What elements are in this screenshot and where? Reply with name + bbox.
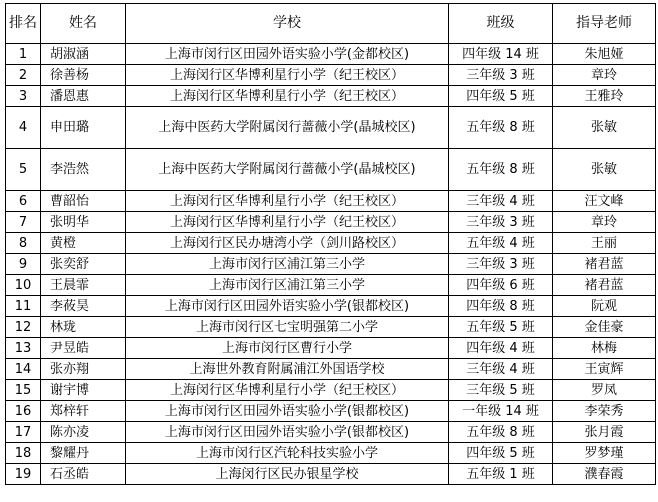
- cell-name: 徐善杨: [41, 65, 126, 86]
- cell-name: 李浩然: [41, 149, 126, 191]
- cell-teacher: 罗凤: [553, 380, 656, 401]
- cell-teacher: 章玲: [553, 212, 656, 233]
- cell-rank: 17: [6, 422, 41, 443]
- table-row: [6, 191, 656, 212]
- cell-school: 上海中医药大学附属闵行蔷薇小学(晶城校区): [126, 149, 449, 191]
- cell-school: 上海市闵行区田园外语实验小学(银都校区): [126, 296, 449, 317]
- cell-teacher: 张敏: [553, 149, 656, 191]
- cell-grade: 三年级 4 班: [449, 191, 553, 212]
- cell-rank: 12: [6, 317, 41, 338]
- cell-grade: 三年级 3 班: [449, 65, 553, 86]
- table-row: [6, 86, 656, 107]
- cell-grade: 四年级 5 班: [449, 86, 553, 107]
- cell-school: 上海市闵行区浦江第三小学: [126, 254, 449, 275]
- cell-name: 王晨霏: [41, 275, 126, 296]
- table-row: [6, 233, 656, 254]
- cell-grade: 四年级 8 班: [449, 296, 553, 317]
- header-name: 姓名: [41, 4, 126, 44]
- header-rank: 排名: [6, 4, 41, 44]
- cell-rank: 5: [6, 149, 41, 191]
- table-row: [6, 254, 656, 275]
- cell-school: 上海闵行区民办塘湾小学（剑川路校区）: [126, 233, 449, 254]
- cell-school: 上海市闵行区七宝明强第二小学: [126, 317, 449, 338]
- cell-school: 上海闵行区华博利星行小学（纪王校区）: [126, 86, 449, 107]
- cell-teacher: 王丽: [553, 233, 656, 254]
- cell-name: 曹韶怡: [41, 191, 126, 212]
- header-teacher: 指导老师: [553, 4, 656, 44]
- cell-rank: 16: [6, 401, 41, 422]
- cell-name: 申田璐: [41, 107, 126, 149]
- cell-school: 上海市闵行区田园外语实验小学(银都校区): [126, 422, 449, 443]
- cell-school: 上海市闵行区汽轮科技实验小学: [126, 443, 449, 464]
- table-row: [6, 275, 656, 296]
- table-row: [6, 317, 656, 338]
- cell-teacher: 李荣秀: [553, 401, 656, 422]
- table-body: [6, 44, 656, 485]
- cell-name: 黎耀丹: [41, 443, 126, 464]
- cell-grade: 五年级 4 班: [449, 233, 553, 254]
- cell-teacher: 林梅: [553, 338, 656, 359]
- cell-rank: 3: [6, 86, 41, 107]
- cell-teacher: 章玲: [553, 65, 656, 86]
- ranking-table: [5, 3, 656, 485]
- cell-name: 陈亦凌: [41, 422, 126, 443]
- cell-name: 李莜昊: [41, 296, 126, 317]
- cell-grade: 五年级 8 班: [449, 422, 553, 443]
- cell-rank: 13: [6, 338, 41, 359]
- cell-name: 郑梓轩: [41, 401, 126, 422]
- table-row: [6, 338, 656, 359]
- table-row: [6, 443, 656, 464]
- header-school: 学校: [126, 4, 449, 44]
- cell-rank: 10: [6, 275, 41, 296]
- table-row: [6, 212, 656, 233]
- cell-rank: 18: [6, 443, 41, 464]
- table-row: [6, 401, 656, 422]
- table-row: [6, 149, 656, 191]
- table-row: [6, 65, 656, 86]
- cell-grade: 五年级 8 班: [449, 107, 553, 149]
- table-row: [6, 422, 656, 443]
- cell-name: 谢宇博: [41, 380, 126, 401]
- cell-rank: 2: [6, 65, 41, 86]
- cell-school: 上海闵行区民办银星学校: [126, 464, 449, 485]
- cell-rank: 9: [6, 254, 41, 275]
- cell-school: 上海闵行区华博利星行小学（纪王校区）: [126, 380, 449, 401]
- cell-grade: 四年级 4 班: [449, 338, 553, 359]
- cell-name: 张奕舒: [41, 254, 126, 275]
- cell-name: 张亦翔: [41, 359, 126, 380]
- cell-school: 上海市闵行区田园外语实验小学(金都校区): [126, 44, 449, 65]
- table-row: [6, 380, 656, 401]
- cell-school: 上海市闵行区曹行小学: [126, 338, 449, 359]
- cell-rank: 7: [6, 212, 41, 233]
- table-row: [6, 464, 656, 485]
- cell-teacher: 朱旭娅: [553, 44, 656, 65]
- cell-grade: 四年级 6 班: [449, 275, 553, 296]
- cell-school: 上海闵行区华博利星行小学（纪王校区）: [126, 212, 449, 233]
- cell-name: 尹昱皓: [41, 338, 126, 359]
- cell-grade: 三年级 5 班: [449, 380, 553, 401]
- table-row: [6, 44, 656, 65]
- header-grade: 班级: [449, 4, 553, 44]
- cell-school: 上海世外教育附属浦江外国语学校: [126, 359, 449, 380]
- cell-name: 张明华: [41, 212, 126, 233]
- cell-school: 上海市闵行区浦江第三小学: [126, 275, 449, 296]
- cell-grade: 四年级 5 班: [449, 443, 553, 464]
- cell-teacher: 张敏: [553, 107, 656, 149]
- cell-rank: 19: [6, 464, 41, 485]
- cell-rank: 4: [6, 107, 41, 149]
- cell-rank: 1: [6, 44, 41, 65]
- cell-rank: 11: [6, 296, 41, 317]
- cell-teacher: 王雅玲: [553, 86, 656, 107]
- cell-teacher: 罗梦瑾: [553, 443, 656, 464]
- cell-teacher: 张月霞: [553, 422, 656, 443]
- cell-grade: 五年级 5 班: [449, 317, 553, 338]
- cell-school: 上海闵行区华博利星行小学（纪王校区）: [126, 191, 449, 212]
- cell-rank: 15: [6, 380, 41, 401]
- cell-name: 胡淑涵: [41, 44, 126, 65]
- cell-grade: 五年级 8 班: [449, 149, 553, 191]
- cell-rank: 6: [6, 191, 41, 212]
- cell-teacher: 褚君蓝: [553, 254, 656, 275]
- cell-teacher: 濮春霞: [553, 464, 656, 485]
- cell-name: 黄橙: [41, 233, 126, 254]
- cell-school: 上海中医药大学附属闵行蔷薇小学(晶城校区): [126, 107, 449, 149]
- cell-rank: 14: [6, 359, 41, 380]
- cell-teacher: 阮观: [553, 296, 656, 317]
- header-row: [6, 4, 656, 44]
- cell-grade: 三年级 3 班: [449, 254, 553, 275]
- table-row: [6, 107, 656, 149]
- cell-school: 上海市闵行区田园外语实验小学(银都校区): [126, 401, 449, 422]
- cell-grade: 四年级 14 班: [449, 44, 553, 65]
- cell-grade: 三年级 3 班: [449, 212, 553, 233]
- cell-name: 潘恩惠: [41, 86, 126, 107]
- cell-teacher: 汪文峰: [553, 191, 656, 212]
- cell-school: 上海闵行区华博利星行小学（纪王校区）: [126, 65, 449, 86]
- cell-grade: 三年级 4 班: [449, 359, 553, 380]
- cell-name: 石丞皓: [41, 464, 126, 485]
- cell-grade: 一年级 14 班: [449, 401, 553, 422]
- cell-teacher: 褚君蓝: [553, 275, 656, 296]
- cell-grade: 五年级 1 班: [449, 464, 553, 485]
- cell-teacher: 王寅辉: [553, 359, 656, 380]
- table-row: [6, 296, 656, 317]
- cell-teacher: 金佳豪: [553, 317, 656, 338]
- table-row: [6, 359, 656, 380]
- cell-rank: 8: [6, 233, 41, 254]
- cell-name: 林珑: [41, 317, 126, 338]
